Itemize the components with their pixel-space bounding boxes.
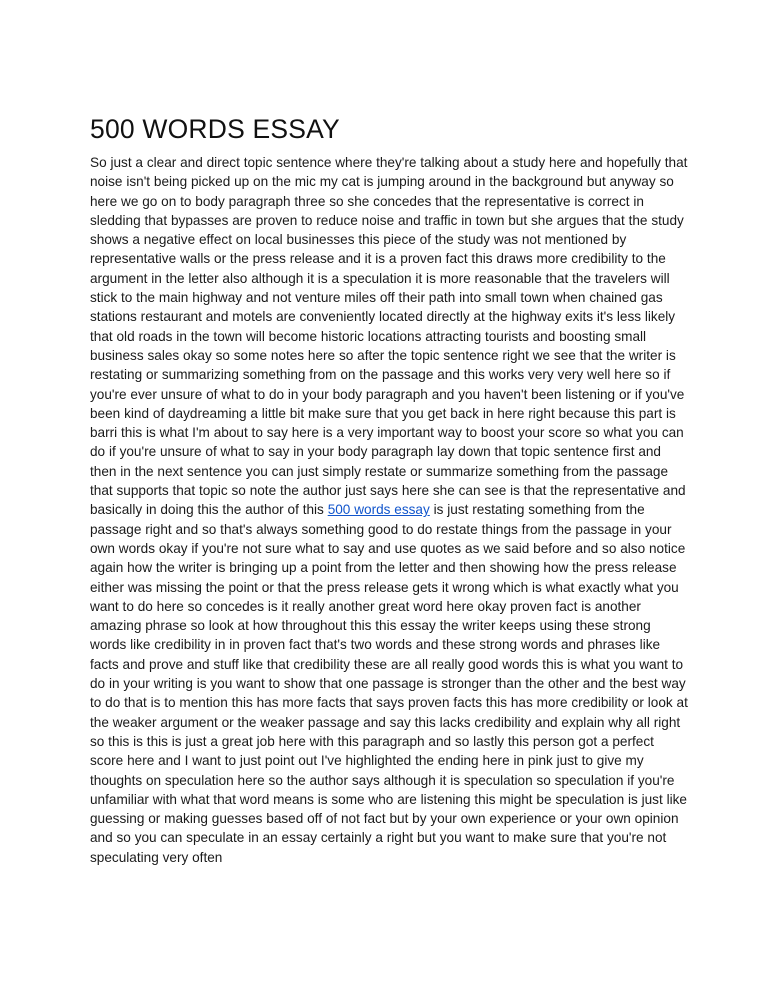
essay-link[interactable]: 500 words essay: [327, 502, 430, 518]
document-title: 500 WORDS ESSAY: [90, 114, 340, 144]
essay-paragraph: [90, 153, 690, 867]
paragraph-text-before-link: So just a clear and direct topic sentence where they're talking about a study here and hopefully that noise isn't being picked up on the mic my cat is jumping around in the background but anyway so here we go on to body paragraph three so she concedes that the representative is correct in sledding that bypasses are proven to reduce noise and traffic in town but she argues that the study shows a negative effect on local businesses this piece of the study was not mentioned by representative walls or the press release and it is a proven fact this draws more credibility to the argument in the letter also although it is a speculation it is more reasonable that the travelers will stick to the main highway and not venture miles off their path into small town when chained gas stations restaurant and motels are conveniently located directly at the highway exits it's less likely that old roads in the town will become historic locations attracting tourists and boosting small business sales okay so some notes here so after the topic sentence right we see that the writer is restating or summarizing something from on the passage and this works very very well here so if you're ever unsure of what to do in your body paragraph and you haven't been listening or if you've been kind of daydreaming a little bit make sure that you get back in here right because this part is barri this is what I'm about to say here is a very important way to boost your score so what you can do if you're unsure of what to say in your body paragraph lay down that topic sentence first and then in the next sentence you can just simply restate or summarize something from the passage that supports that topic so note the author just says here she can see is that the representative and basically in doing this the author of this: [90, 155, 688, 518]
paragraph-text-after-link: is just restating something from the passage right and so that's always something good to do restate things from the passage in your own words okay if you're not sure what to say and use quotes as we said before and so also notice again how the writer is bringing up a point from the letter and then showing how the press release either was missing the point or that the press release gets it wrong which is what exactly what you want to do here so concedes is it really another great word here okay proven fact is another amazing phrase so look at how throughout this this essay the writer keeps using these strong words like credibility in in proven fact that's two words and these strong words and phrases like facts and prove and stuff like that credibility these are all really good words this is what you want to do in your writing is you want to show that one passage is stronger than the other and the best way to do that is to mention this has more facts that says proven facts this has more credibility or look at the weaker argument or the weaker passage and say this lacks credibility and explain why all right so this is this is just a great job here with this paragraph and so lastly this person got a perfect score here and I want to just point out I've highlighted the ending here in pink just to give my thoughts on speculation here so the author says although it is speculation so speculation if you're unfamiliar with what that word means is some who are listening this might be speculation is just like guessing or making guesses based off of not fact but by your own experience or your own opinion and so you can speculate in an essay certainly a right but you want to make sure that you're not speculating very often: [90, 502, 688, 865]
document-page: [90, 112, 690, 867]
